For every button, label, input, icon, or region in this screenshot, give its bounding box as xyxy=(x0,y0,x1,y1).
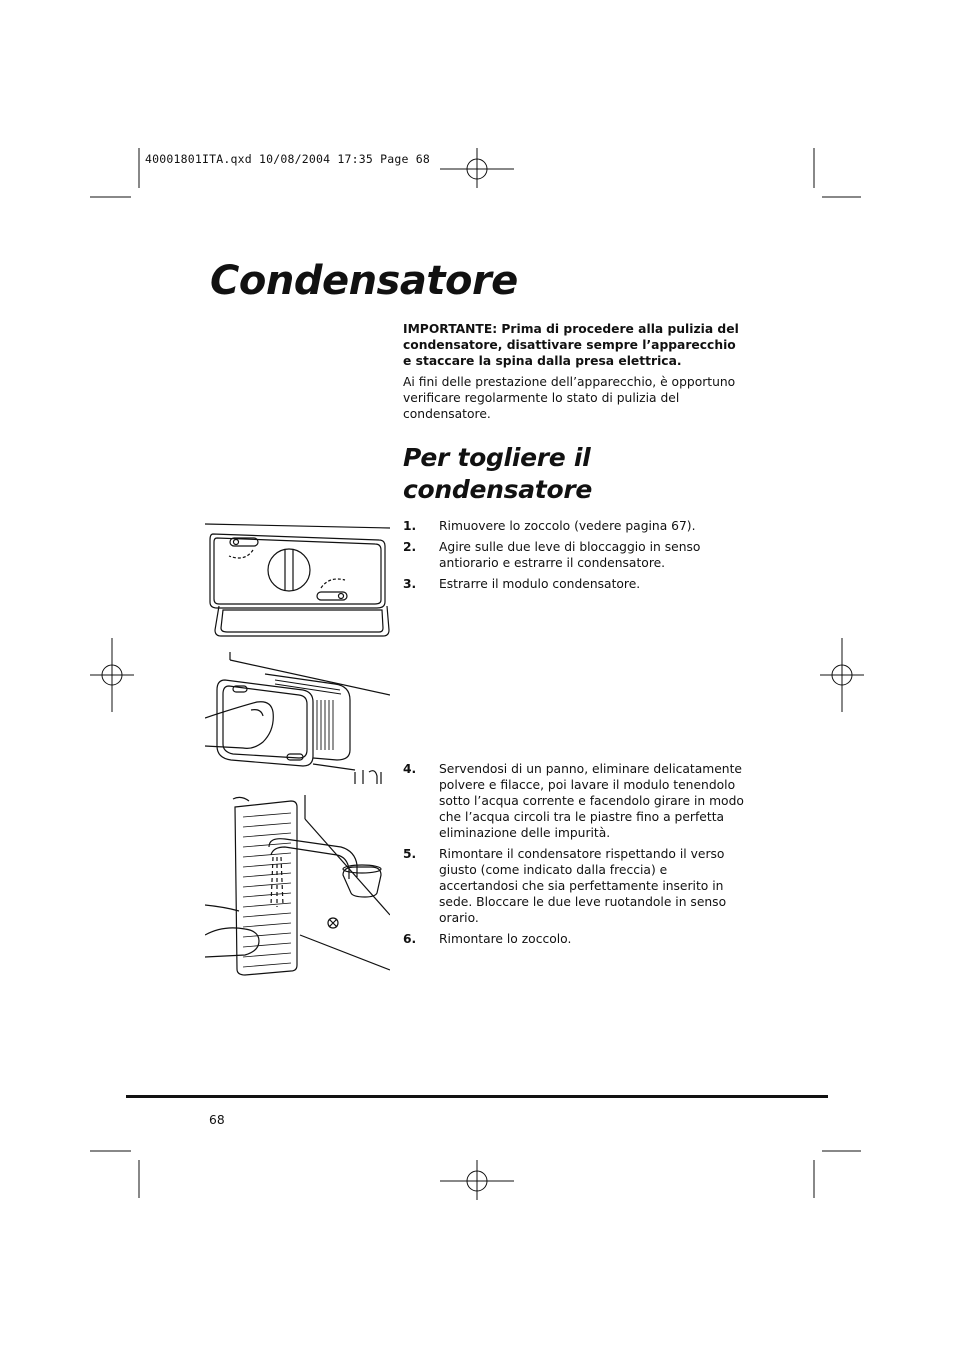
footer-rule xyxy=(126,1095,828,1098)
step-text: Agire sulle due leve di bloccaggio in senso antiorario e estrarre il condensatore. xyxy=(439,540,701,570)
intro-paragraph: Ai fini delle prestazione dell’apparecchio, è opportuno verificare regolarmente lo stato di pulizia del condensatore. xyxy=(403,375,736,421)
condenser-levers-illustration xyxy=(205,518,390,643)
step-number: 1. xyxy=(403,519,417,533)
step-number: 6. xyxy=(403,932,417,946)
steps-list-1 xyxy=(403,518,748,597)
step-number: 4. xyxy=(403,762,417,776)
step-text: Rimuovere lo zoccolo (vedere pagina 67). xyxy=(439,519,696,533)
step-text: Estrarre il modulo condensatore. xyxy=(439,577,641,591)
steps-list-2 xyxy=(403,761,748,952)
section-title xyxy=(403,442,748,506)
list-item xyxy=(403,761,748,841)
important-notice: IMPORTANTE: Prima di procedere alla pulizia del condensatore, disattivare sempre l’apparecchio e staccare la spina dalla presa elettrica. xyxy=(403,322,739,368)
step-number: 5. xyxy=(403,847,417,861)
page-number: 68 xyxy=(209,1113,225,1127)
list-item xyxy=(403,846,748,926)
step-text: Servendosi di un panno, eliminare delicatamente polvere e filacce, poi lavare il modulo tenendolo sotto l’acqua corrente e facendolo girare in modo che l’acqua circoli tra le piastre fino a perfetta eliminazione delle impurità. xyxy=(439,762,744,840)
list-item xyxy=(403,518,748,534)
list-item xyxy=(403,576,748,592)
condenser-washing-illustration xyxy=(205,795,390,980)
step-number: 2. xyxy=(403,540,417,554)
step-number: 3. xyxy=(403,577,417,591)
condenser-extraction-illustration xyxy=(205,650,390,785)
list-item xyxy=(403,539,748,571)
step-text: Rimontare il condensatore rispettando il verso giusto (come indicato dalla freccia) e accertandosi che sia perfettamente inserito in sede. Bloccare le due leve ruotandole in senso orario. xyxy=(439,847,727,925)
page-title: Condensatore xyxy=(210,258,518,304)
section-title-line-1: Per togliere il xyxy=(403,443,591,472)
file-slug: 40001801ITA.qxd 10/08/2004 17:35 Page 68 xyxy=(145,152,430,166)
list-item xyxy=(403,931,748,947)
section-title-line-2: condensatore xyxy=(403,475,593,504)
step-text: Rimontare lo zoccolo. xyxy=(439,932,572,946)
